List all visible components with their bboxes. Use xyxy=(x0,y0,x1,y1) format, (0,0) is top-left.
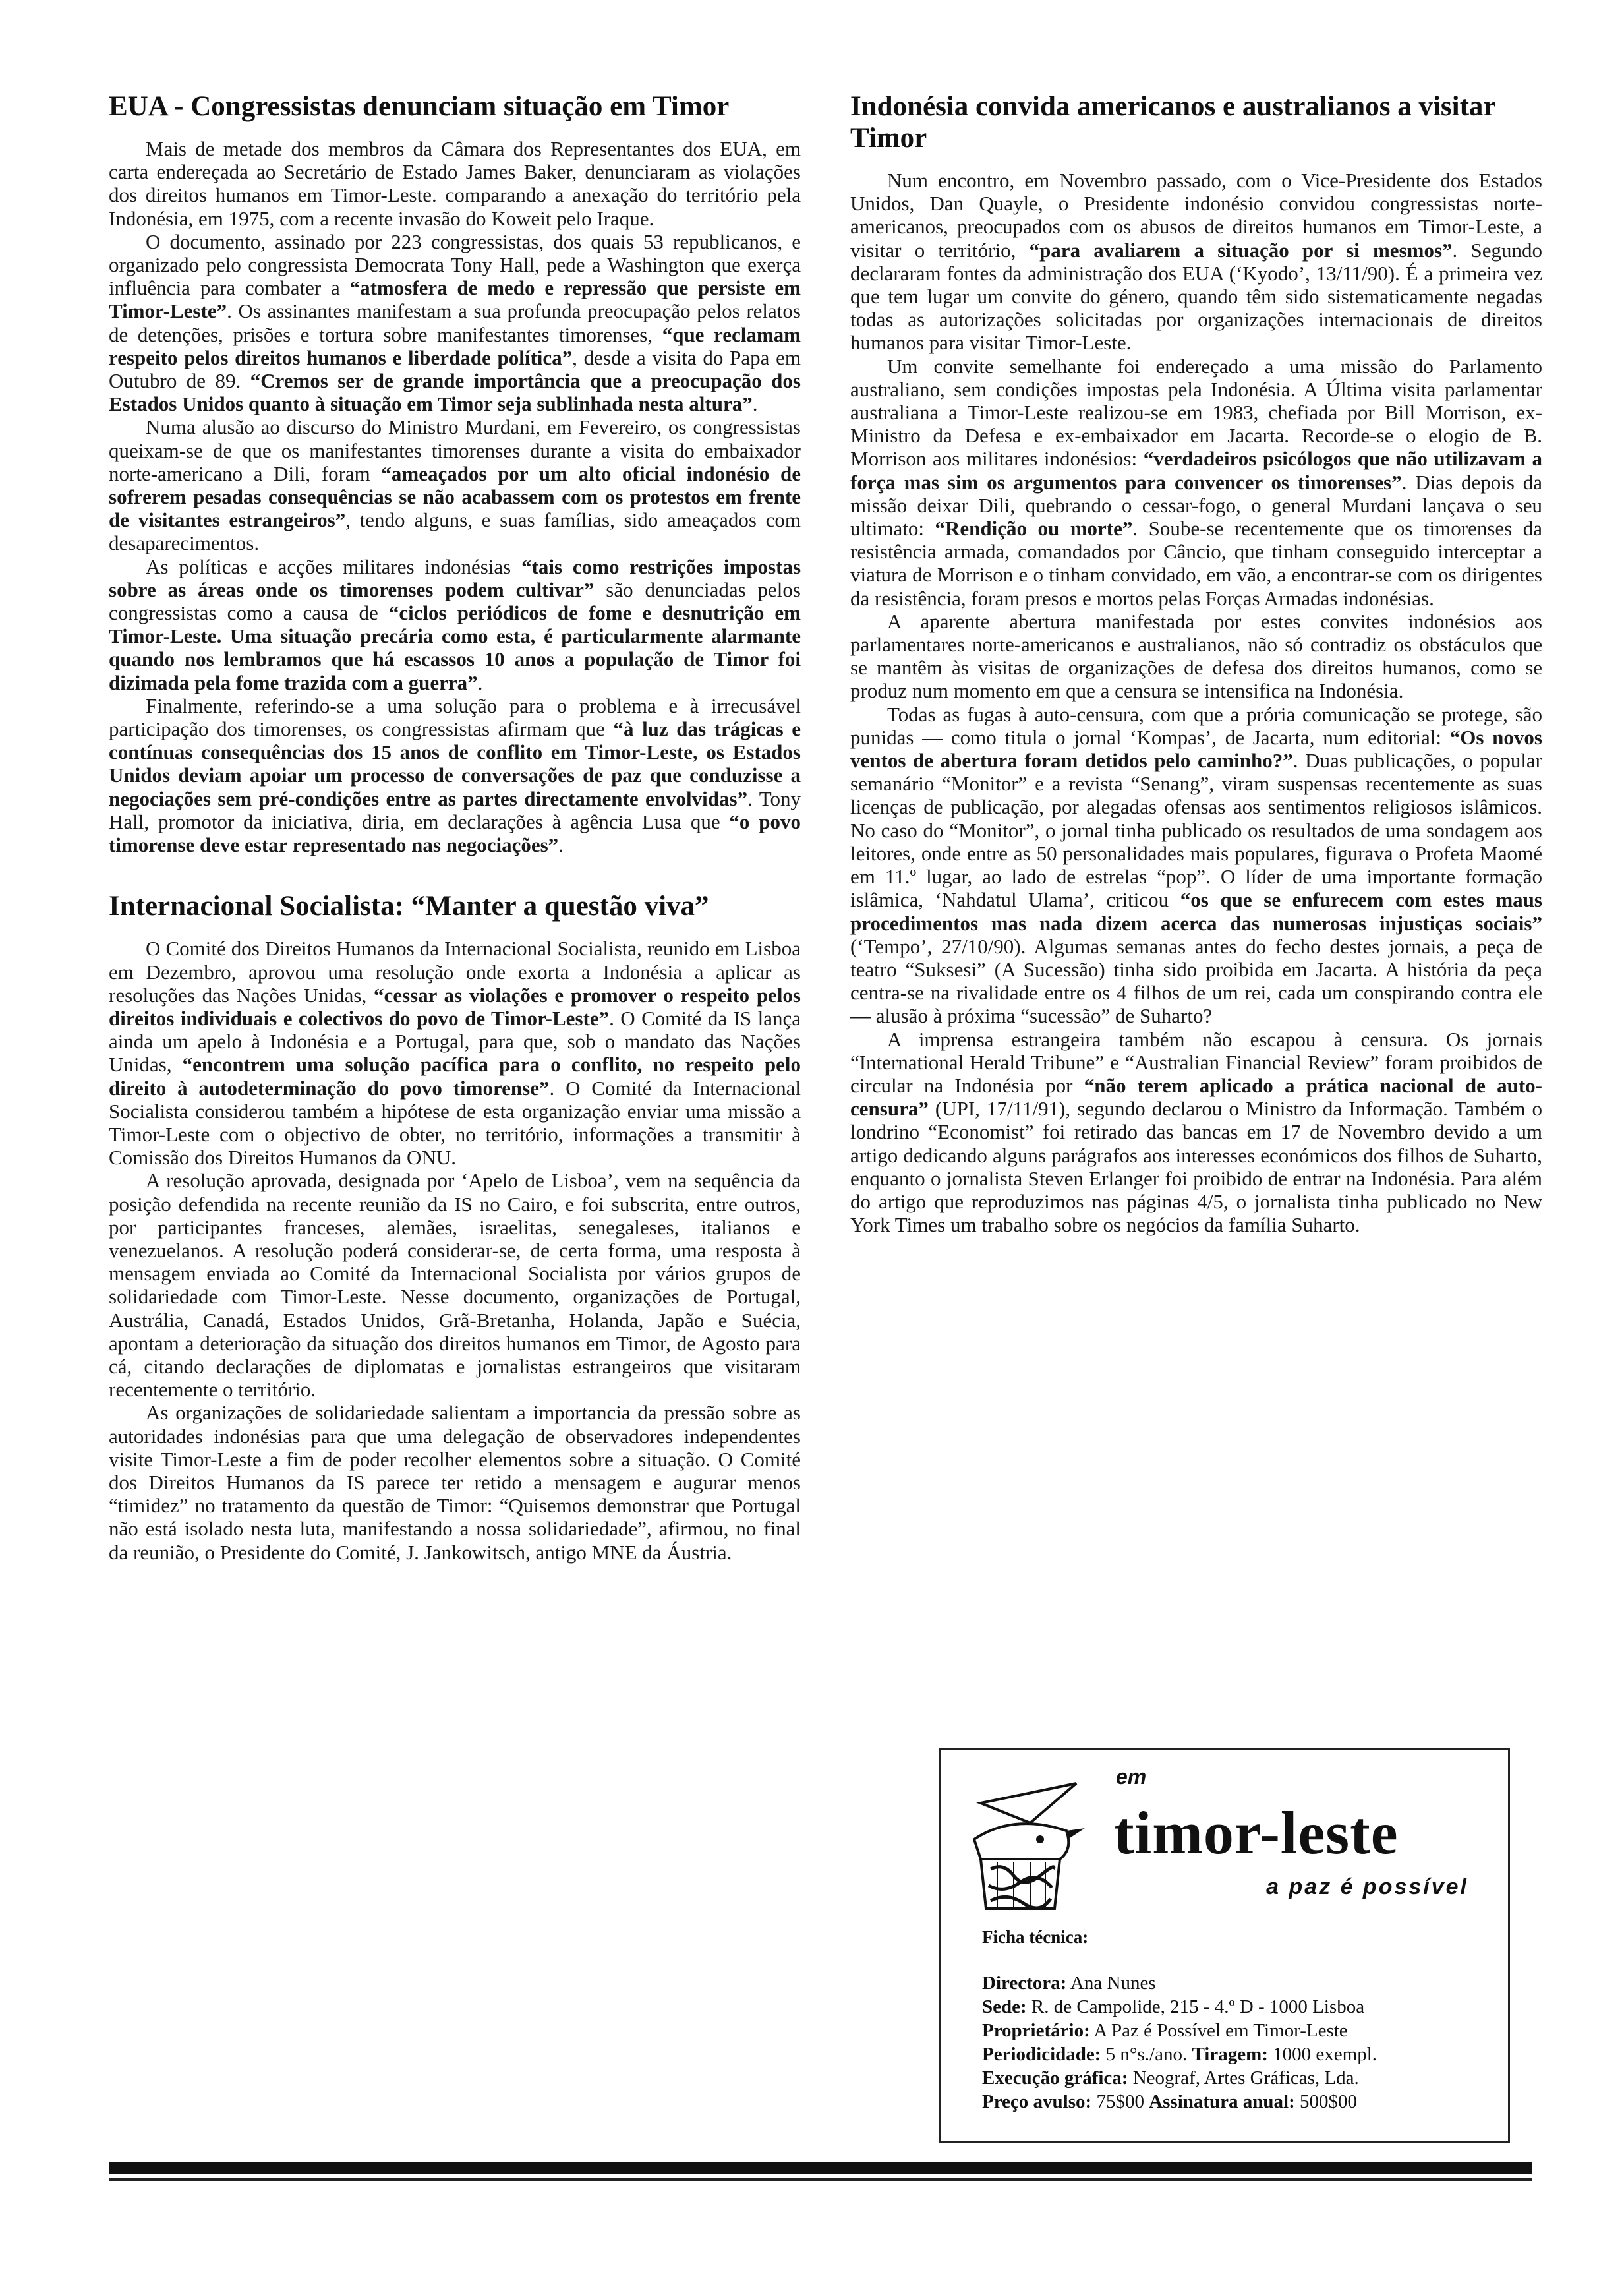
masthead-em: em xyxy=(1116,1765,1147,1789)
credit-row: Execução gráfica: Neograf, Artes Gráficas, Lda. xyxy=(982,2067,1359,2089)
paragraph: O documento, assinado por 223 congressistas, dos quais 53 republicanos, e organizado pelo congressista Democrata Tony Hall, pede a Washington que exerça influência para combater a “atmosfera de medo e repressão que persiste em Timor-Leste”. Os assinantes manifestam a sua profunda preocupação pelos relatos de detenções, prisões e tortura sobre manifestantes timorenses, “que reclamam respeito pelos direitos humanos e liberdade política”, desde a visita do Papa em Outubro de 89. “Cremos ser de grande importância que a preocupação dos Estados Unidos quanto à situação em Timor seja sublinhada nesta altura”. xyxy=(109,229,801,416)
credit-row: Proprietário: A Paz é Possível em Timor-Leste xyxy=(982,2020,1348,2041)
article-indonesia-convida xyxy=(850,91,1542,1236)
paragraph: Num encontro, em Novembro passado, com o Vice-Presidente dos Estados Unidos, Dan Quayle, o Presidente indonésio convidou congressistas norte-americanos, preocupados com os abusos de direitos humanos em Timor-Leste, a visitar o território, “para avaliarem a situação por si mesmos”. Segundo declararam fontes da administração dos EUA (‘Kyodo’, 13/11/90). É a primeira vez que tem lugar um convite do género, quando têm sido sistematicamente negadas todas as autorizações solicitadas por organizações internacionais de direitos humanos para visitar Timor-Leste. xyxy=(850,169,1542,355)
left-column xyxy=(109,91,801,1564)
paragraph: Mais de metade dos membros da Câmara dos Representantes dos EUA, em carta endereçada ao Secretário de Estado James Baker, denunciaram as violações dos direitos humanos em Timor-Leste. comparando a anexação do território pela Indonésia, em 1975, com a recente invasão do Koweit pelo Iraque. xyxy=(109,137,801,230)
credit-row: Preço avulso: 75$00 Assinatura anual: 500$00 xyxy=(982,2091,1358,2112)
paragraph: Todas as fugas à auto-censura, com que a prória comunicação se protege, são punidas — como titula o jornal ‘Kompas’, de Jacarta, num editorial: “Os novos ventos de abertura foram detidos pelo caminho?”. Duas publicações, o popular semanário “Monitor” e a revista “Senang”, viram suspensas recentemente as suas licenças de publicação, por alegadas ofensas aos sentimentos religiosos islâmicos. No caso do “Monitor”, o jornal tinha publicado os resultados de uma sondagem aos leitores, onde entre as 50 personalidades mais populares, figurava o Profeta Maomé em 11.º lugar, ao lado de estrelas “pop”. O líder de uma importante formação islâmica, ‘Nahdatul Ulama’, criticou “os que se enfurecem com estes maus procedimentos mas nada dizem acerca das numerosas injustiças sociais” (‘Tempo’, 27/10/90). Algumas semanas antes do fecho destes jornais, a peça de teatro “Suksesi” (A Sucessão) tinha sido proibida em Jacarta. A história da peça centra-se na rivalidade entre os 4 filhos de um rei, cada um conspirando contra ele — alusão à próxima “sucessão” de Suharto? xyxy=(850,702,1543,1028)
article-title: Indonésia convida americanos e australianos a visitar Timor xyxy=(850,91,1495,154)
paragraph: Finalmente, referindo-se a uma solução para o problema e à irrecusável participação dos timorenses, os congressistas afirmam que “à luz das trágicas e contínuas consequências dos 15 anos de conflito em Timor-Leste, os Estados Unidos deviam apoiar um processo de conversações de paz que conduzisse a negociações sem pré-condições entre as partes directamente envolvidas”. Tony Hall, promotor da iniciativa, diria, em declarações à agência Lusa que “o povo timorense deve estar representado nas negociações”. xyxy=(109,694,801,857)
paragraph: A imprensa estrangeira também não escapou à censura. Os jornais “International Herald Tribune” e “Australian Financial Review” foram proibidos de circular na Indonésia por “não terem aplicado a prática nacional de auto-censura” (UPI, 17/11/91), segundo declarou o Ministro da Informação. Também o londrino “Economist” foi retirado das bancas em 17 de Novembro devido a um artigo dedicando alguns parágrafos aos interesses económicos dos filhos de Suharto, enquanto o jornalista Steven Erlanger foi proibido de entrar na Indonésia. Para além do artigo que reproduzimos nas páginas 4/5, o jornalista tinha publicado no New York Times um trabalho sobre os negócios da família Suharto. xyxy=(850,1027,1542,1237)
article-internacional-socialista xyxy=(109,891,801,1563)
credit-row: Sede: R. de Campolide, 215 - 4.º D - 1000 Lisboa xyxy=(982,1996,1365,2017)
paragraph: A aparente abertura manifestada por estes convites indonésios aos parlamentares norte-americanos e australianos, não só contradiz os obstáculos que se mantêm às visitas de organizações de defesa dos direitos humanos, como se produz num momento em que a censura se intensifica na Indonésia. xyxy=(850,609,1542,703)
ficha-tecnica-label: Ficha técnica: xyxy=(982,1927,1089,1947)
bottom-rule-thin xyxy=(109,2178,1532,2181)
paragraph: As políticas e acções militares indonésias “tais como restrições impostas sobre as áreas onde os timorenses podem cultivar” são denunciadas pelos congressistas como a causa de “ciclos periódicos de fome e desnutrição em Timor-Leste. Uma situação precária como esta, é particularmente alarmante quando nos lembramos que há escassos 10 anos a população de Timor foi dizimada pela fome trazida com a guerra”. xyxy=(109,554,801,694)
credits-list xyxy=(982,1971,1496,2114)
bird-logo-icon xyxy=(968,1777,1086,1918)
right-column xyxy=(850,91,1542,1236)
credit-row: Periodicidade: 5 n°s./ano. Tiragem: 1000 exempl. xyxy=(982,2044,1378,2065)
bottom-rule-thick xyxy=(109,2162,1532,2174)
paragraph: As organizações de solidariedade salientam a importancia da pressão sobre as autoridades indonésias para que uma delegação de observadores independentes visite Timor-Leste a fim de poder recolher elementos sobre a situação. O Comité dos Direitos Humanos da IS parece ter retido a mensagem e augurar menos “timidez” no tratamento da questão de Timor: “Quisemos demonstrar que Portugal não está isolado nesta luta, manifestando a nossa solidariedade”, afirmou, no final da reunião, o Presidente do Comité, J. Jankowitsch, antigo MNE da Áustria. xyxy=(109,1401,801,1564)
paragraph: Um convite semelhante foi endereçado a uma missão do Parlamento australiano, sem condições impostas pela Indonésia. A Última visita parlamentar australiana a Timor-Leste realizou-se em 1983, chefiada por Bill Morrison, ex-Ministro da Defesa e ex-embaixador em Jacarta. Recorde-se o elogio de B. Morrison aos militares indonésios: “verdadeiros psicólogos que não utilizavam a força mas sim os argumentos para convencer os timorenses”. Dias depois da missão deixar Dili, quebrando o cessar-fogo, o general Murdani lançava o seu ultimato: “Rendição ou morte”. Soube-se recentemente que os timorenses da resistência armada, comandados por Câncio, que tinham conseguido interceptar a viatura de Morrison e o tinham convidado, em vão, a encontrar-se com os dirigentes da resistência, foram presos e mortos pelas Forças Armadas indonésias. xyxy=(850,354,1542,610)
credit-row: Directora: Ana Nunes xyxy=(982,1973,1156,1994)
masthead-title: timor-leste xyxy=(1114,1799,1399,1866)
masthead-slogan: a paz é possível xyxy=(1266,1874,1468,1899)
paragraph: Numa alusão ao discurso do Ministro Murdani, em Fevereiro, os congressistas queixam-se de que os manifestantes timorenses durante a visita do embaixador norte-americano a Dili, foram “ameaçados por um alto oficial indonésio de sofrerem pesadas consequências se não acabassem com os protestos em frente de visitantes estrangeiros”, tendo alguns, e suas famílias, sido ameaçados com desaparecimentos. xyxy=(109,415,801,555)
article-eua xyxy=(109,91,801,856)
article-title: EUA - Congressistas denunciam situação em Timor xyxy=(109,91,730,122)
masthead-box xyxy=(939,1748,1510,2143)
article-title: Internacional Socialista: “Manter a questão viva” xyxy=(109,891,709,922)
paragraph: O Comité dos Direitos Humanos da Internacional Socialista, reunido em Lisboa em Dezembro, aprovou uma resolução onde exorta a Indonésia a aplicar as resoluções das Nações Unidas, “cessar as violações e promover o respeito pelos direitos individuais e colectivos do povo de Timor-Leste”. O Comité da IS lança ainda um apelo à Indonésia e a Portugal, para que, sob o mandato das Nações Unidas, “encontrem uma solução pacífica para o conflito, no respeito pelo direito à autodeterminação do povo timorense”. O Comité da Internacional Socialista considerou também a hipótese de esta organização enviar uma missão a Timor-Leste com o objectivo de obter, no território, informações a transmitir à Comissão dos Direitos Humanos da ONU. xyxy=(109,937,801,1170)
paragraph: A resolução aprovada, designada por ‘Apelo de Lisboa’, vem na sequência da posição defendida na recente reunião da IS no Cairo, e foi subscrita, entre outros, por participantes franceses, alemães, israelitas, senegaleses, italianos e venezuelanos. A resolução poderá considerar-se, de certa forma, uma resposta à mensagem enviada ao Comité da Internacional Socialista por vários grupos de solidariedade com Timor-Leste. Nesse documento, organizações de Portugal, Austrália, Canadá, Estados Unidos, Grã-Bretanha, Holanda, Japão e Suécia, apontam a deterioração da situação dos direitos humanos em Timor, de Agosto para cá, citando declarações de diplomatas e jornalistas estrangeiros que visitaram recentemente o território. xyxy=(109,1169,801,1402)
